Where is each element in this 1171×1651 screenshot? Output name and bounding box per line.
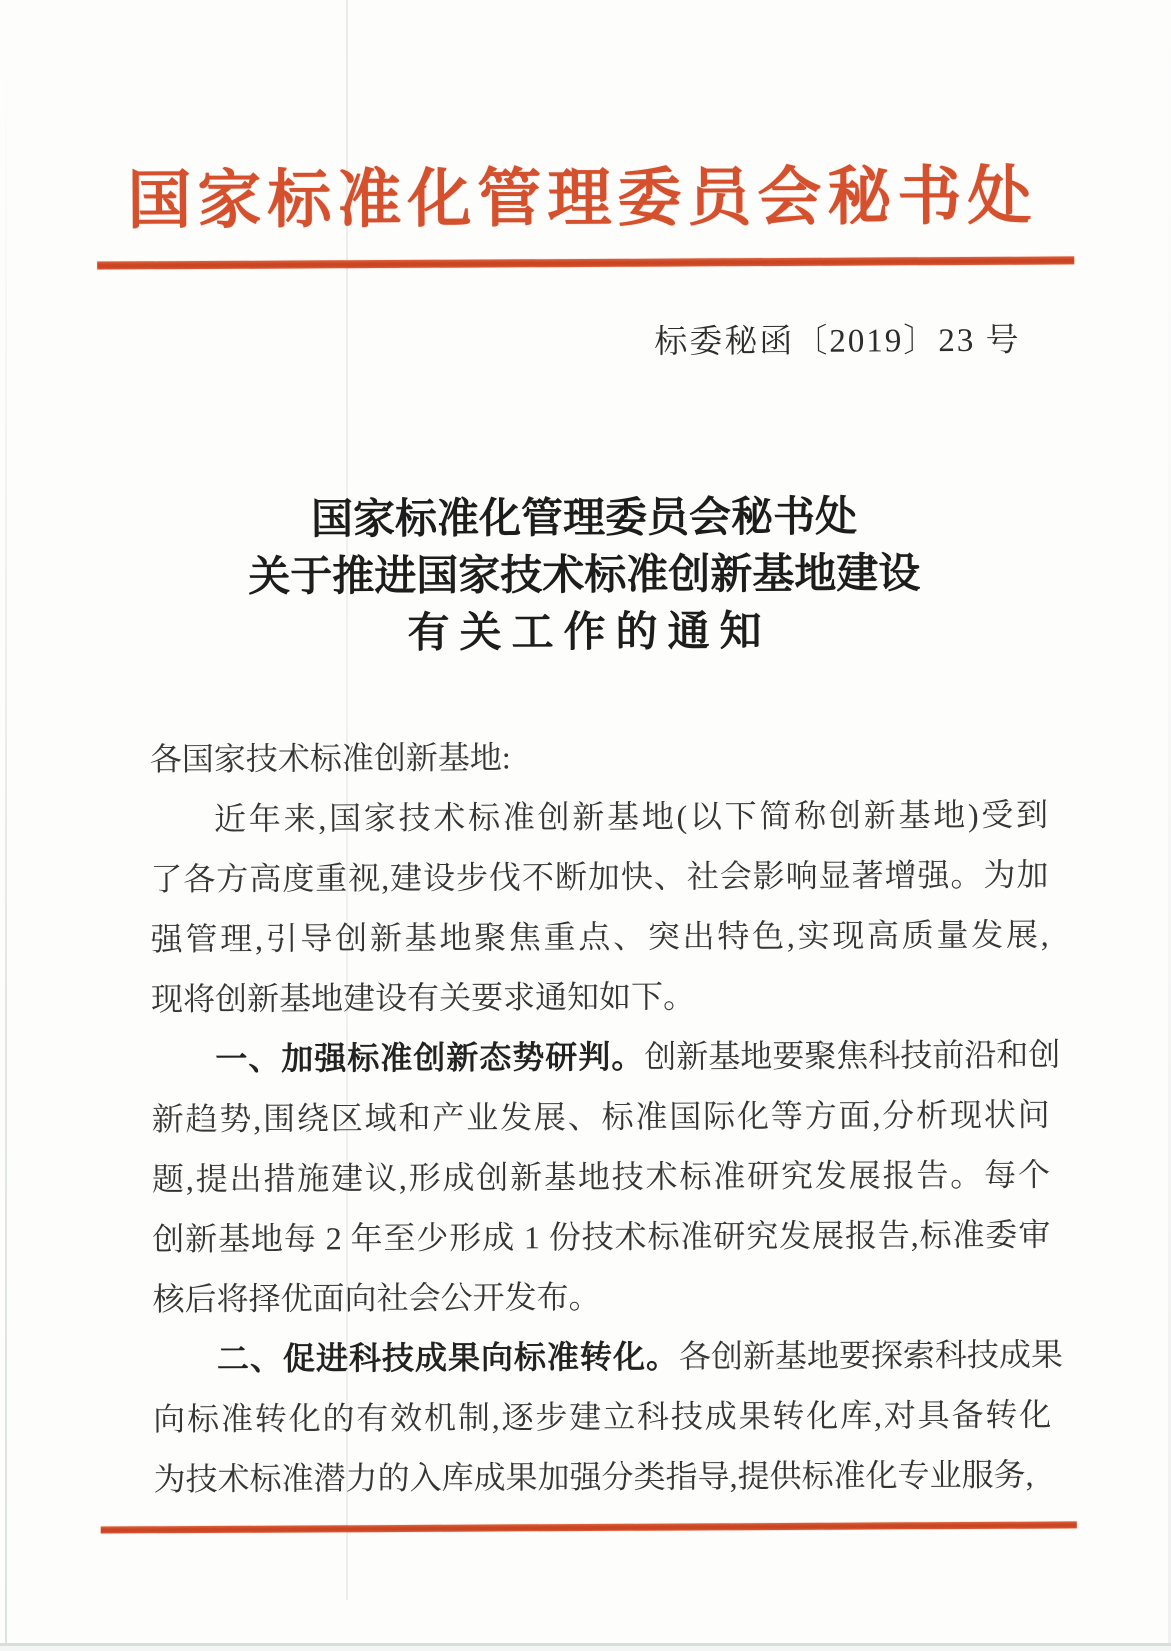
- body-line: [153, 1445, 1051, 1510]
- body-line: [152, 1265, 1050, 1330]
- body-line-text: 近年来,国家技术标准创新基地(以下简称创新基地)受到: [213, 796, 1049, 837]
- body-line: [152, 1145, 1050, 1210]
- body-line: [151, 1025, 1061, 1090]
- body-line-text: 各国家技术标准创新基地:: [149, 739, 511, 778]
- body-line: [150, 785, 1048, 850]
- body-line-text: 了各方高度重视,建设步伐不断加快、社会影响显著增强。为加: [150, 856, 1049, 898]
- body-line-text: 创新基地要聚焦科技前沿和创: [644, 1036, 1061, 1075]
- body-line: [151, 965, 1049, 1030]
- body-line: [150, 845, 1048, 910]
- section-heading-lead: 一、加强标准创新态势研判。: [215, 1038, 645, 1077]
- body-line-text: 创新基地每 2 年至少形成 1 份技术标准研究发展报告,标准委审: [152, 1216, 1051, 1258]
- body-line-text: 向标准转化的有效机制,逐步建立科技成果转化库,对具备转化: [153, 1396, 1052, 1438]
- body-line: [153, 1385, 1051, 1450]
- section-heading-lead: 二、促进科技成果向标准转化。: [216, 1338, 680, 1377]
- footer-red-rule: [101, 1521, 1077, 1533]
- body-line-text: 核后将择优面向社会公开发布。: [152, 1278, 601, 1318]
- body-line: [152, 1205, 1050, 1270]
- letterhead-org-name: 国家标准化管理委员会秘书处: [127, 160, 1038, 237]
- document-title: [0, 488, 1170, 665]
- body-line: [150, 725, 1048, 790]
- document-number: 标委秘函〔2019〕23 号: [654, 322, 1021, 361]
- body-line-text: 现将创新基地建设有关要求通知如下。: [150, 978, 696, 1018]
- document-title-line-2: 关于推进国家技术标准创新基地建设: [248, 551, 921, 601]
- document-body: [149, 725, 1064, 1510]
- body-line: [153, 1325, 1064, 1390]
- body-line-text: 新趋势,围绕区域和产业发展、标准国际化等方面,分析现状问: [151, 1096, 1050, 1138]
- body-line-text: 为技术标准潜力的入库成果加强分类指导,提供标准化专业服务,: [153, 1456, 1034, 1498]
- body-line-text: 题,提出措施建议,形成创新基地技术标准研究发展报告。每个: [151, 1156, 1051, 1198]
- body-line-text: 各创新基地要探索科技成果: [678, 1336, 1064, 1375]
- body-line-text: 强管理,引导创新基地聚焦重点、突出特色,实现高质量发展,: [150, 916, 1049, 958]
- body-line: [152, 1085, 1050, 1150]
- document-title-line-1: 国家标准化管理委员会秘书处: [310, 494, 858, 544]
- document-title-line-3: 有关工作的通知: [407, 609, 772, 657]
- letterhead-red-rule: [97, 256, 1074, 269]
- body-line: [151, 905, 1049, 970]
